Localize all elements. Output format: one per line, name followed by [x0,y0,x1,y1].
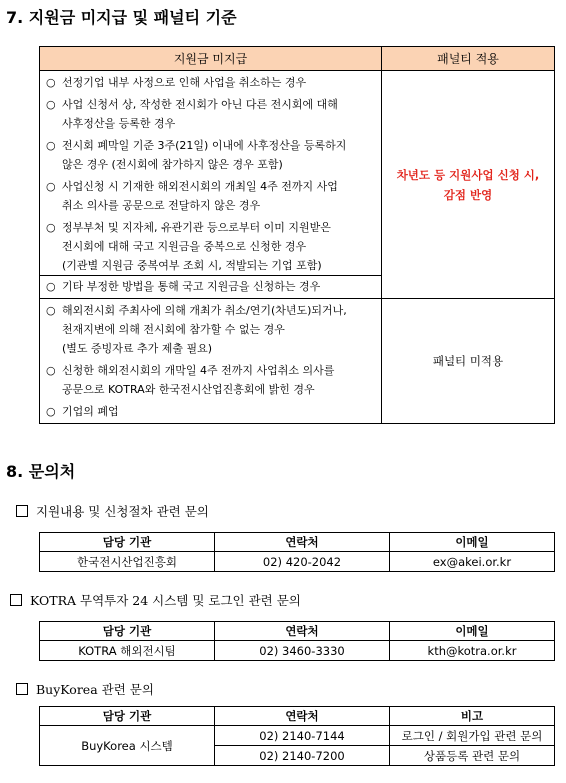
col-email: 이메일 [390,533,555,552]
col-note: 비고 [390,707,555,726]
org-cell: BuyKorea 시스템 [40,726,215,766]
phone-cell: 02) 2140-7144 [215,726,390,746]
contact-table-2 [39,621,555,661]
col-org: 담당 기관 [40,622,215,641]
col-phone: 연락처 [215,707,390,726]
penalty-group-1-last [40,276,382,299]
section-7-title: 7. 지원금 미지급 및 패널티 기준 [6,8,237,27]
table-row [40,641,555,661]
criteria-item: ○ 정부부처 및 지자체, 유관기관 등으로부터 이미 지원받은 전시회에 대해 국고 지원금을 중복으로 신청한 경우 (기관별 지원금 중복여부 조회 시, 적발되는 기업 포함) [46,221,331,272]
criteria-item: ○ 신청한 해외전시회의 개막일 4주 전까지 사업취소 의사를 공문으로 KOTRA와 한국전시산업진흥회에 밝힌 경우 [46,364,335,396]
criteria-item: ○ 선정기업 내부 사정으로 인해 사업을 취소하는 경우 [46,76,307,89]
criteria-item: ○ 전시회 폐막일 기준 3주(21일) 이내에 사후정산을 등록하지 않은 경우 (전시회에 참가하지 않은 경우 포함) [46,139,347,171]
section-8-title: 8. 문의처 [6,462,76,481]
phone-cell: 02) 420-2042 [215,552,390,572]
note-cell: 상품등록 관련 문의 [390,746,555,766]
col-org: 담당 기관 [40,533,215,552]
criteria-item: ○ 해외전시회 주최사에 의해 개최가 취소/연기(차년도)되거나, 천재지변에 의해 전시회에 참가할 수 없는 경우 (별도 증빙자료 추가 제출 필요) [46,304,347,355]
phone-cell: 02) 3460-3330 [215,641,390,661]
table-row [40,552,555,572]
penalty-header: 패널티 적용 [382,47,555,71]
phone-cell: 02) 2140-7200 [215,746,390,766]
note-cell: 로그인 / 회원가입 관련 문의 [390,726,555,746]
checkbox-icon [16,683,28,695]
contact-block-2-title: KOTRA 무역투자 24 시스템 및 로그인 관련 문의 [10,592,301,610]
email-cell: ex@akei.or.kr [390,552,555,572]
criteria-header: 지원금 미지급 [40,47,382,71]
col-email: 이메일 [390,622,555,641]
penalty-group-1-criteria [40,71,382,276]
penalty-applied: 차년도 등 지원사업 신청 시, 감점 반영 [382,71,555,299]
contact-block-3-title: BuyKorea 관련 문의 [16,681,154,699]
penalty-group-2-criteria [40,299,382,424]
contact-block-1-title: 지원내용 및 신청절차 관련 문의 [16,503,209,521]
org-cell: 한국전시산업진흥회 [40,552,215,572]
col-phone: 연락처 [215,622,390,641]
email-cell: kth@kotra.or.kr [390,641,555,661]
penalty-table [39,46,555,424]
checkbox-icon [10,594,22,606]
criteria-item: ○ 기타 부정한 방법을 통해 국고 지원금을 신청하는 경우 [46,280,321,293]
contact-table-1 [39,532,555,572]
penalty-not-applied: 패널티 미적용 [382,299,555,424]
checkbox-icon [16,505,28,517]
col-phone: 연락처 [215,533,390,552]
col-org: 담당 기관 [40,707,215,726]
table-row [40,726,555,746]
org-cell: KOTRA 해외전시팀 [40,641,215,661]
criteria-item: ○ 기업의 폐업 [46,405,119,418]
contact-table-3 [39,706,555,766]
criteria-item: ○ 사업신청 시 기재한 해외전시회의 개최일 4주 전까지 사업 취소 의사를 공문으로 전달하지 않은 경우 [46,180,338,212]
criteria-item: ○ 사업 신청서 상, 작성한 전시회가 아닌 다른 전시회에 대해 사후정산을 등록한 경우 [46,98,338,130]
